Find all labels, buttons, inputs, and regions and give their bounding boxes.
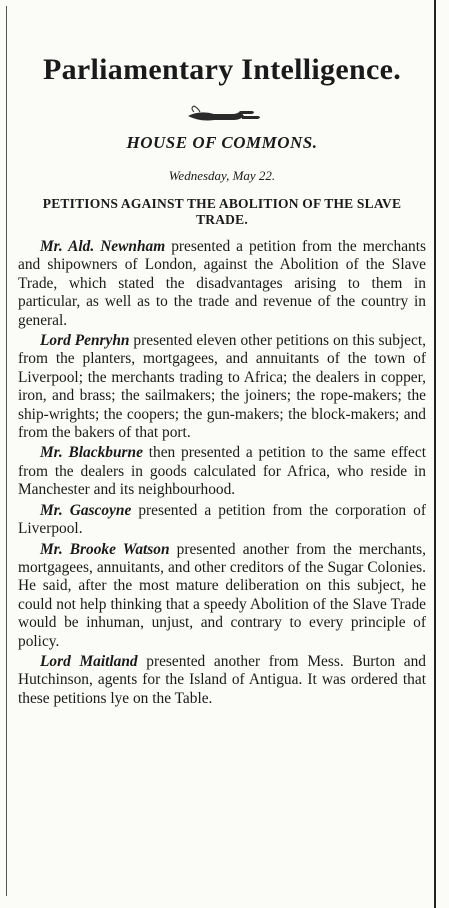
paragraph-penryhn bbox=[18, 332, 426, 442]
paragraph-blackburne bbox=[18, 444, 426, 499]
left-column-rule bbox=[6, 6, 7, 896]
article-body bbox=[18, 238, 426, 710]
paragraph-text: presented a petition from the corporation of Liverpool. bbox=[18, 501, 426, 538]
paragraph-text: presented another from Mess. Burton and Hutchinson, agents for the Island of Antigua. It was ordered that these petitions lye on the Table. bbox=[18, 652, 426, 707]
paragraph-text: then presented a petition to the same effect from the dealers in goods calculated for Africa, who reside in Manchester and its neighbourhood. bbox=[18, 444, 426, 499]
paragraph-newnham bbox=[18, 238, 426, 330]
paragraph-text: presented eleven other petitions on this subject, from the planters, mortgagees, and annuitants of the town of Liverpool; the merchants trading to Africa; the dealers in copper, iron, and brass; the sailmakers; the joiners; the rope-makers; the ship-wrights; the coopers; the gun-makers; the block-makers; and from the bakers of that port. bbox=[18, 332, 426, 442]
speaker-name: Mr. Gascoyne bbox=[40, 501, 132, 519]
paragraph-gascoyne bbox=[18, 502, 426, 539]
paragraph-text: presented a petition from the merchants and shipowners of London, against the Abolition of the Slave Trade, which stated the disadvantages arising to them in particular, as well as to the trade and revenue of the country in general. bbox=[18, 238, 426, 329]
house-heading: HOUSE OF COMMONS. bbox=[126, 133, 318, 152]
right-column-rule bbox=[434, 0, 436, 908]
paragraph-maitland bbox=[18, 653, 426, 708]
speaker-name: Lord Penryhn bbox=[40, 332, 130, 350]
paragraph-text: presented another from the merchants, mortgagees, annuitants, and other creditors of the Sugar Colonies. He said, after the most mature deliberation on this subject, he could not help thinking that a speedy Abolition of the Slave Trade would be inhuman, unjust, and contrary to every principle of policy. bbox=[18, 540, 427, 650]
article-headline: PETITIONS AGAINST THE ABOLITION OF THE SLAVE TRADE. bbox=[42, 196, 402, 227]
section-masthead: Parliamentary Intelligence. bbox=[42, 53, 401, 86]
hand-pointer-ornament-icon bbox=[180, 98, 270, 128]
speaker-name: Mr. Brooke Watson bbox=[40, 540, 170, 558]
paragraph-watson bbox=[18, 541, 426, 651]
speaker-name: Lord Maitland bbox=[40, 652, 138, 670]
speaker-name: Mr. Blackburne bbox=[40, 444, 143, 462]
session-date: Wednesday, May 22. bbox=[168, 168, 276, 183]
speaker-name: Mr. Ald. Newnham bbox=[40, 238, 166, 255]
